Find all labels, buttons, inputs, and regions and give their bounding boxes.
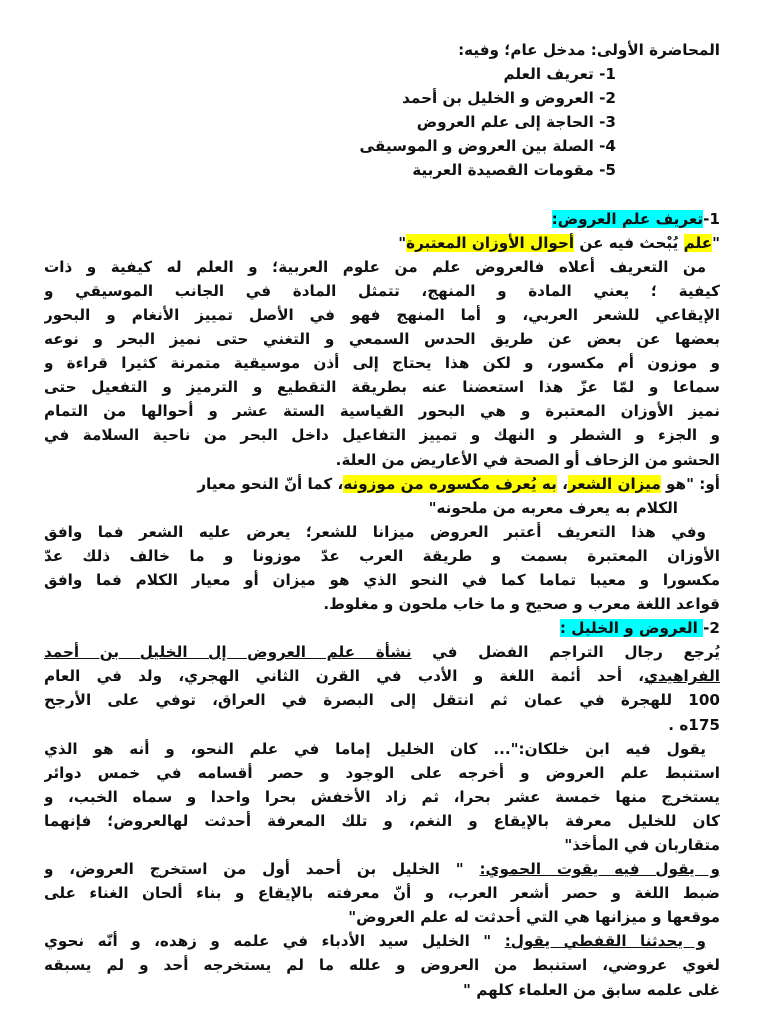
quote-line: لغوي عروضي، استنبط من العروض و علله ما لم يستخرجه أحد و لم يسبقه <box>44 956 720 975</box>
quote-text: " الخليل بن أحمد أول من استخرج العروض، و <box>44 860 480 879</box>
section2-heading <box>44 616 720 640</box>
topic-item: 3- الحاجة إلى علم العروض <box>416 113 616 132</box>
paragraph-line: الحشو من الزحاف أو الصحة في الأعاريض من العلة. <box>335 450 720 469</box>
paragraph-line: 100 للهجرة في عمان ثم انتقل إلى البصرة في العراق، توفي على الأرجح <box>44 691 720 710</box>
alt-definition-highlight: ميزان الشعر <box>567 474 661 493</box>
underlined-text: و يحدثنا القفطي يقول: <box>504 932 706 951</box>
paragraph-line: بعضها عن بعض عن طريق الحدس السمعي و التغني حتى نميز البحر و نوعه <box>44 330 720 349</box>
paragraph-line <box>44 664 720 688</box>
alt-definition-text: ، كما أنّ النحو معيار <box>197 474 344 493</box>
definition-text: يُبْحث فيه عن <box>574 233 684 252</box>
section1-heading <box>44 207 720 231</box>
quote-line <box>44 857 720 881</box>
section1-number: 1- <box>703 209 720 228</box>
section1-title: تعريف علم العروض: <box>551 209 704 228</box>
quote-line <box>44 929 720 953</box>
quote-line: يقول فيه ابن خلكان:"... كان الخليل إماما في علم النحو، و أنه هو الذي <box>44 739 706 758</box>
paragraph-line: الأوزان المعتبرة بسمت و طريقة العرب عدّ موزونا و ما خالف ذلك عدّ <box>44 546 720 565</box>
quote-line: غلى علمه سابق من العلماء كلهم " <box>463 980 720 999</box>
paragraph-line: نميز الأوزان المعتبرة و هي البحور القياسية الستة عشر و أحوالها من التمام <box>44 402 720 421</box>
quote-line: استنبط علم العروض و أخرجه على الوجود و حصر أقسامه في خمس دوائر <box>44 763 720 782</box>
paragraph-line: مكسورا و معيبا تماما كما في النحو الذي هو ميزان أو معيار الكلام فما وافق <box>44 570 720 589</box>
lecture-title: المحاضرة الأولى: مدخل عام؛ وفيه: <box>458 41 720 59</box>
paragraph-text: ، أحد أئمة اللغة و الأدب في القرن الثاني الهجري، ولد في العام <box>44 667 645 686</box>
quote-line: ضبط اللغة و حصر أشعر العرب، و أنّ معرفته بالإيقاع و بناء ألحان الغناء على <box>44 884 720 903</box>
paragraph-line: من التعريف أعلاه فالعروض علم من علوم العربية؛ و العلم له كيفية و ذات <box>44 257 706 276</box>
quote-line: يستخرج منها خمسة عشر بحرا، ثم زاد الأخفش بحرا واحدا و سماه الخبب، و <box>44 787 720 806</box>
quote-line: كان للخليل معرفة بالإيقاع و النغم، و تلك المعرفة أحدثت لهالعروض؛ فإنهما <box>44 811 720 830</box>
paragraph-line: قواعد اللغة معرب و صحيح و ما خاب ملحون و مغلوط. <box>323 595 720 614</box>
quote-mark: " <box>398 233 407 252</box>
alt-definition-line: الكلام به يعرف معربه من ملحونه" <box>428 498 678 517</box>
section2-title: العروض و الخليل : <box>559 619 704 638</box>
paragraph-line <box>44 640 720 664</box>
paragraph-line: كيفية ؛ يعني المادة و المنهج، تتمثل المادة في الجانب الموسيقي و <box>44 281 720 300</box>
paragraph-line: وفي هذا التعريف أعتبر العروض ميزانا للشعر؛ يعرض عليه الشعر فما وافق <box>44 522 706 541</box>
alt-definition-text: أو: "هو <box>660 474 720 493</box>
underlined-text: الفراهيدي <box>644 667 720 686</box>
paragraph-line: سماعا و لمّا عزّ هذا استعضنا عنه بطريقة التقطيع و الترميز و التفعيل حتى <box>44 378 720 397</box>
topic-item: 1- تعريف العلم <box>503 65 616 84</box>
definition-term: علم <box>683 233 713 252</box>
paragraph-text: يُرجع رجال التراجم الفضل في <box>411 643 720 662</box>
paragraph-line: الإيقاعي للشعر العربي، و أما المنهج فهو في الأصل تمييز الأنغام و البحور <box>44 305 720 324</box>
underlined-text: نشأة علم العروض إل الخليل بن أحمد <box>44 643 412 662</box>
definition-line <box>44 231 720 255</box>
quote-line: موقعها و ميزانها هي التي أحدثت له علم العروض" <box>348 908 720 927</box>
quote-mark: " <box>712 233 720 252</box>
alt-definition-text: ، <box>556 474 568 493</box>
paragraph-line: و موزون أم مكسور، و لكن هذا يحتاج إلى أذن موسيقية متمرنة كثيرا قراءة و <box>44 354 720 373</box>
definition-highlight: أحوال الأوزان المعتبرة <box>406 233 575 252</box>
topic-item: 5- مقومات القصيدة العربية <box>412 161 616 180</box>
quote-text: " الخليل سيد الأدباء في علمه و زهده، و أنّه نحوي <box>44 932 505 951</box>
underlined-text: و يقول فيه يقوت الحموي: <box>479 860 720 879</box>
topic-item: 2- العروض و الخليل بن أحمد <box>402 89 616 108</box>
alt-definition-line <box>44 472 720 496</box>
paragraph-line: و الجزء و الشطر و النهك و تمييز التفاعيل داخل البحر من ناحية السلامة في <box>44 426 720 445</box>
alt-definition-highlight: به يُعرف مكسوره من موزونه <box>343 474 557 493</box>
spacer <box>44 183 720 207</box>
quote-line: متقاربان في المأخذ" <box>564 836 720 854</box>
topic-item: 4- الصلة بين العروض و الموسيقى <box>359 137 616 156</box>
paragraph-line: 175ه . <box>668 715 720 734</box>
section2-number: 2- <box>703 619 720 638</box>
